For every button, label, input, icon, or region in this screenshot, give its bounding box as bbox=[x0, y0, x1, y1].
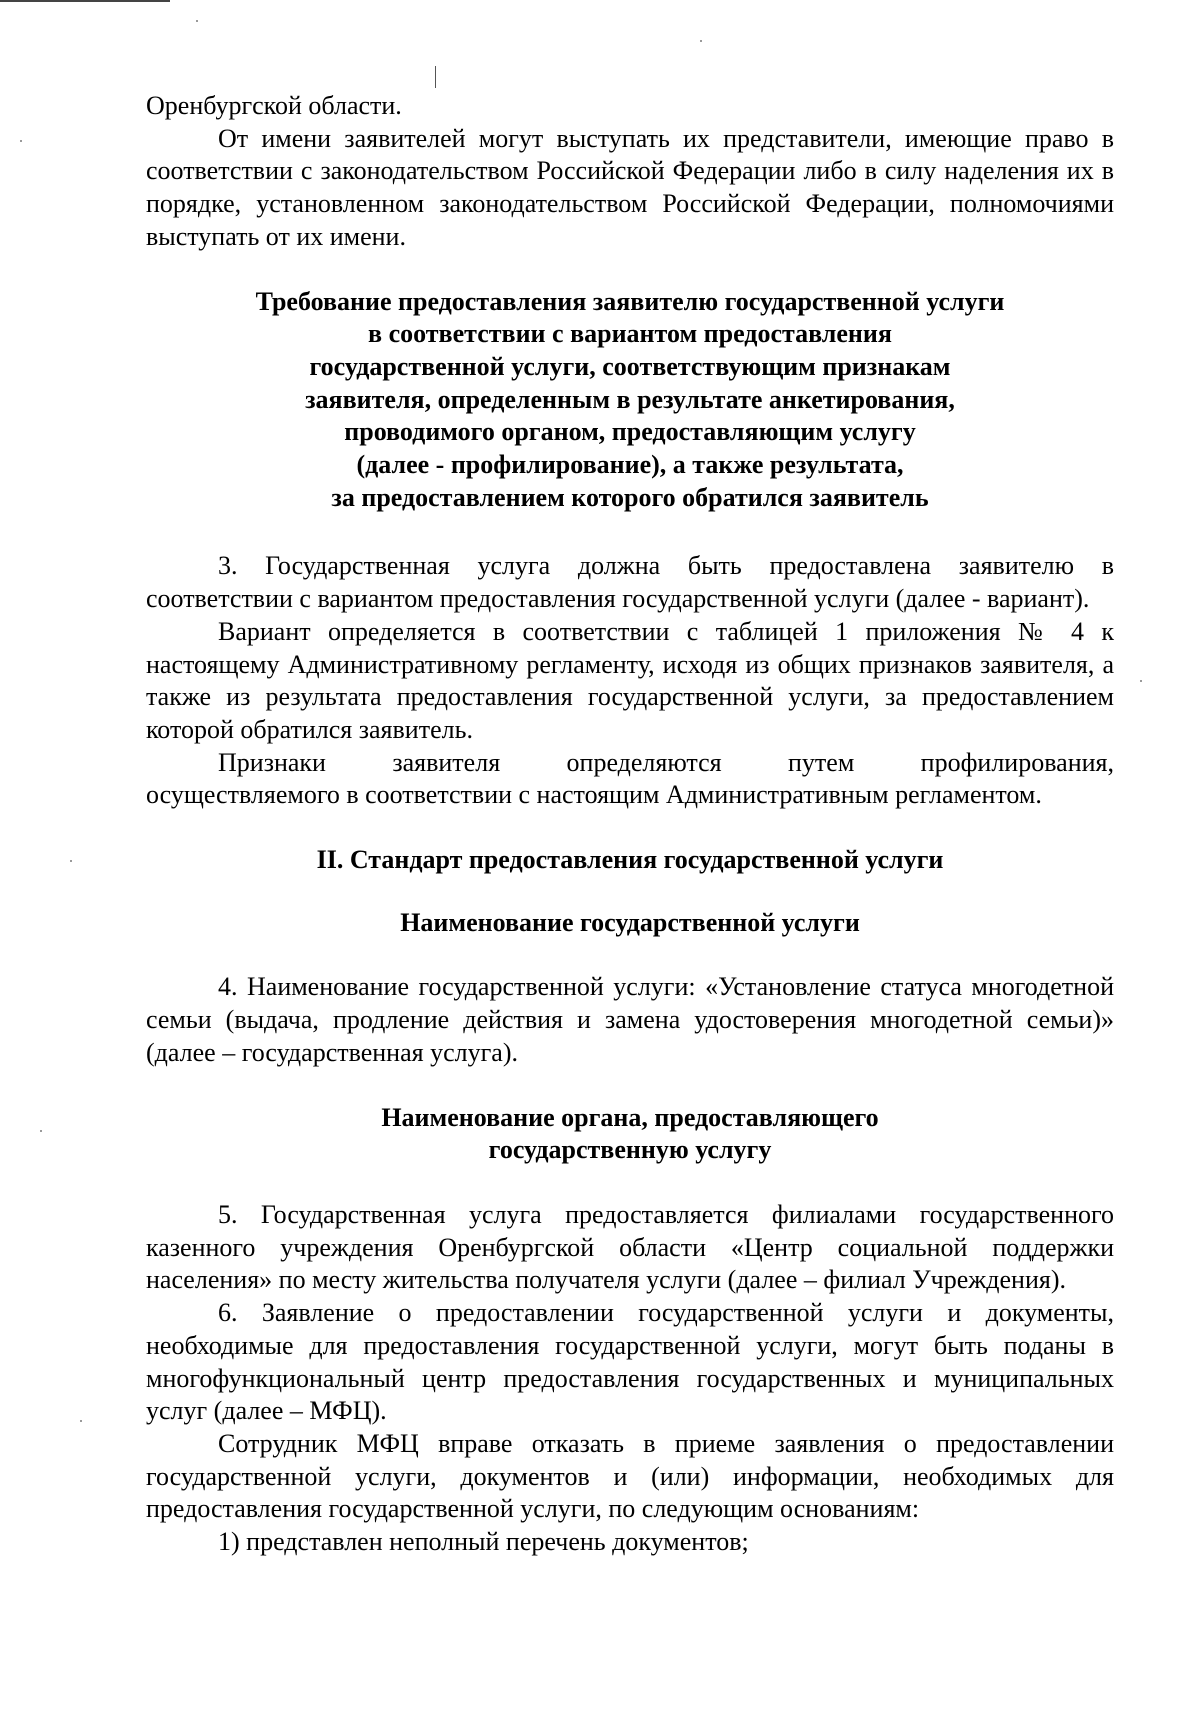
paragraph-representatives: От имени заявителей могут выступать их представители, имеющие право в соответствии с законодательством Российской Федерации либо в силу наделения их в порядке, установленном законодательством Российской Федерации, полномочиями выступать от их имени. bbox=[146, 123, 1114, 251]
heading-line: заявителя, определенным в результате анкетирования, bbox=[305, 384, 955, 414]
scan-speck bbox=[20, 140, 22, 142]
scan-speck bbox=[1140, 680, 1142, 682]
heading-line: государственной услуги, соответствующим признакам bbox=[309, 351, 951, 381]
paragraph-item-5: 5. Государственная услуга предоставляется филиалами государственного казенного учреждения Оренбургской области «Центр социальной поддержки населения» по месту жительства получателя услуги (далее – филиал Учреждения). bbox=[146, 1199, 1114, 1295]
heading-authority-name bbox=[146, 1102, 1114, 1167]
paragraph-region-end: Оренбургской области. bbox=[146, 91, 402, 120]
heading-line: Требование предоставления заявителю государственной услуги bbox=[255, 286, 1005, 316]
paragraph-item-6: 6. Заявление о предоставлении государственной услуги и документы, необходимые для предоставления государственной услуги, могут быть поданы в многофункциональный центр предоставления государственных и муниципальных услуг (далее – МФЦ). bbox=[146, 1298, 1114, 1426]
heading-variant-requirement bbox=[146, 286, 1114, 515]
heading-line: Наименование органа, предоставляющего bbox=[381, 1102, 879, 1132]
heading-section-2: II. Стандарт предоставления государственной услуги bbox=[316, 845, 944, 875]
heading-line: (далее - профилирование), а также результата, bbox=[356, 450, 904, 480]
scan-mark bbox=[435, 66, 436, 88]
scan-speck bbox=[40, 1130, 42, 1132]
paragraph-variant-definition: Вариант определяется в соответствии с таблицей 1 приложения № 4 к настоящему Административному регламенту, исходя из общих признаков заявителя, а также из результата предоставления государственной услуги, за предоставлением которой обратился заявитель. bbox=[146, 616, 1114, 744]
heading-service-name: Наименование государственной услуги bbox=[400, 907, 860, 937]
heading-line: проводимого органом, предоставляющим услугу bbox=[344, 417, 916, 447]
scan-speck bbox=[196, 20, 198, 22]
heading-line: государственную услугу bbox=[488, 1135, 772, 1165]
paragraph-mfc-refusal: Сотрудник МФЦ вправе отказать в приеме заявления о предоставлении государственной услуги, документов и (или) информации, необходимых для предоставления государственной услуги, по следующим основаниям: bbox=[146, 1428, 1114, 1524]
document-body bbox=[146, 90, 1114, 1559]
paragraph-applicant-signs-cont: осуществляемого в соответствии с настоящим Административным регламентом. bbox=[146, 780, 1042, 810]
paragraph-item-4: 4. Наименование государственной услуги: «Установление статуса многодетной семьи (выдача, продление действия и замена удостоверения многодетной семьи)» (далее – государственная услуга). bbox=[146, 972, 1114, 1067]
scan-speck bbox=[80, 1420, 82, 1422]
heading-line: в соответствии с вариантом предоставления bbox=[368, 319, 892, 349]
paragraph-item-3: 3. Государственная услуга должна быть предоставлена заявителю в соответствии с вариантом предоставления государственной услуги (далее - вариант). bbox=[146, 551, 1114, 614]
paragraph-refusal-reason-1: 1) представлен неполный перечень документов; bbox=[218, 1527, 749, 1557]
paragraph-applicant-signs: Признаки заявителя определяются путем профилирования, bbox=[218, 747, 1114, 777]
scan-speck bbox=[70, 860, 72, 862]
scan-edge-line bbox=[0, 0, 170, 2]
heading-line: за предоставлением которого обратился заявитель bbox=[331, 482, 929, 512]
scan-speck bbox=[700, 40, 702, 42]
